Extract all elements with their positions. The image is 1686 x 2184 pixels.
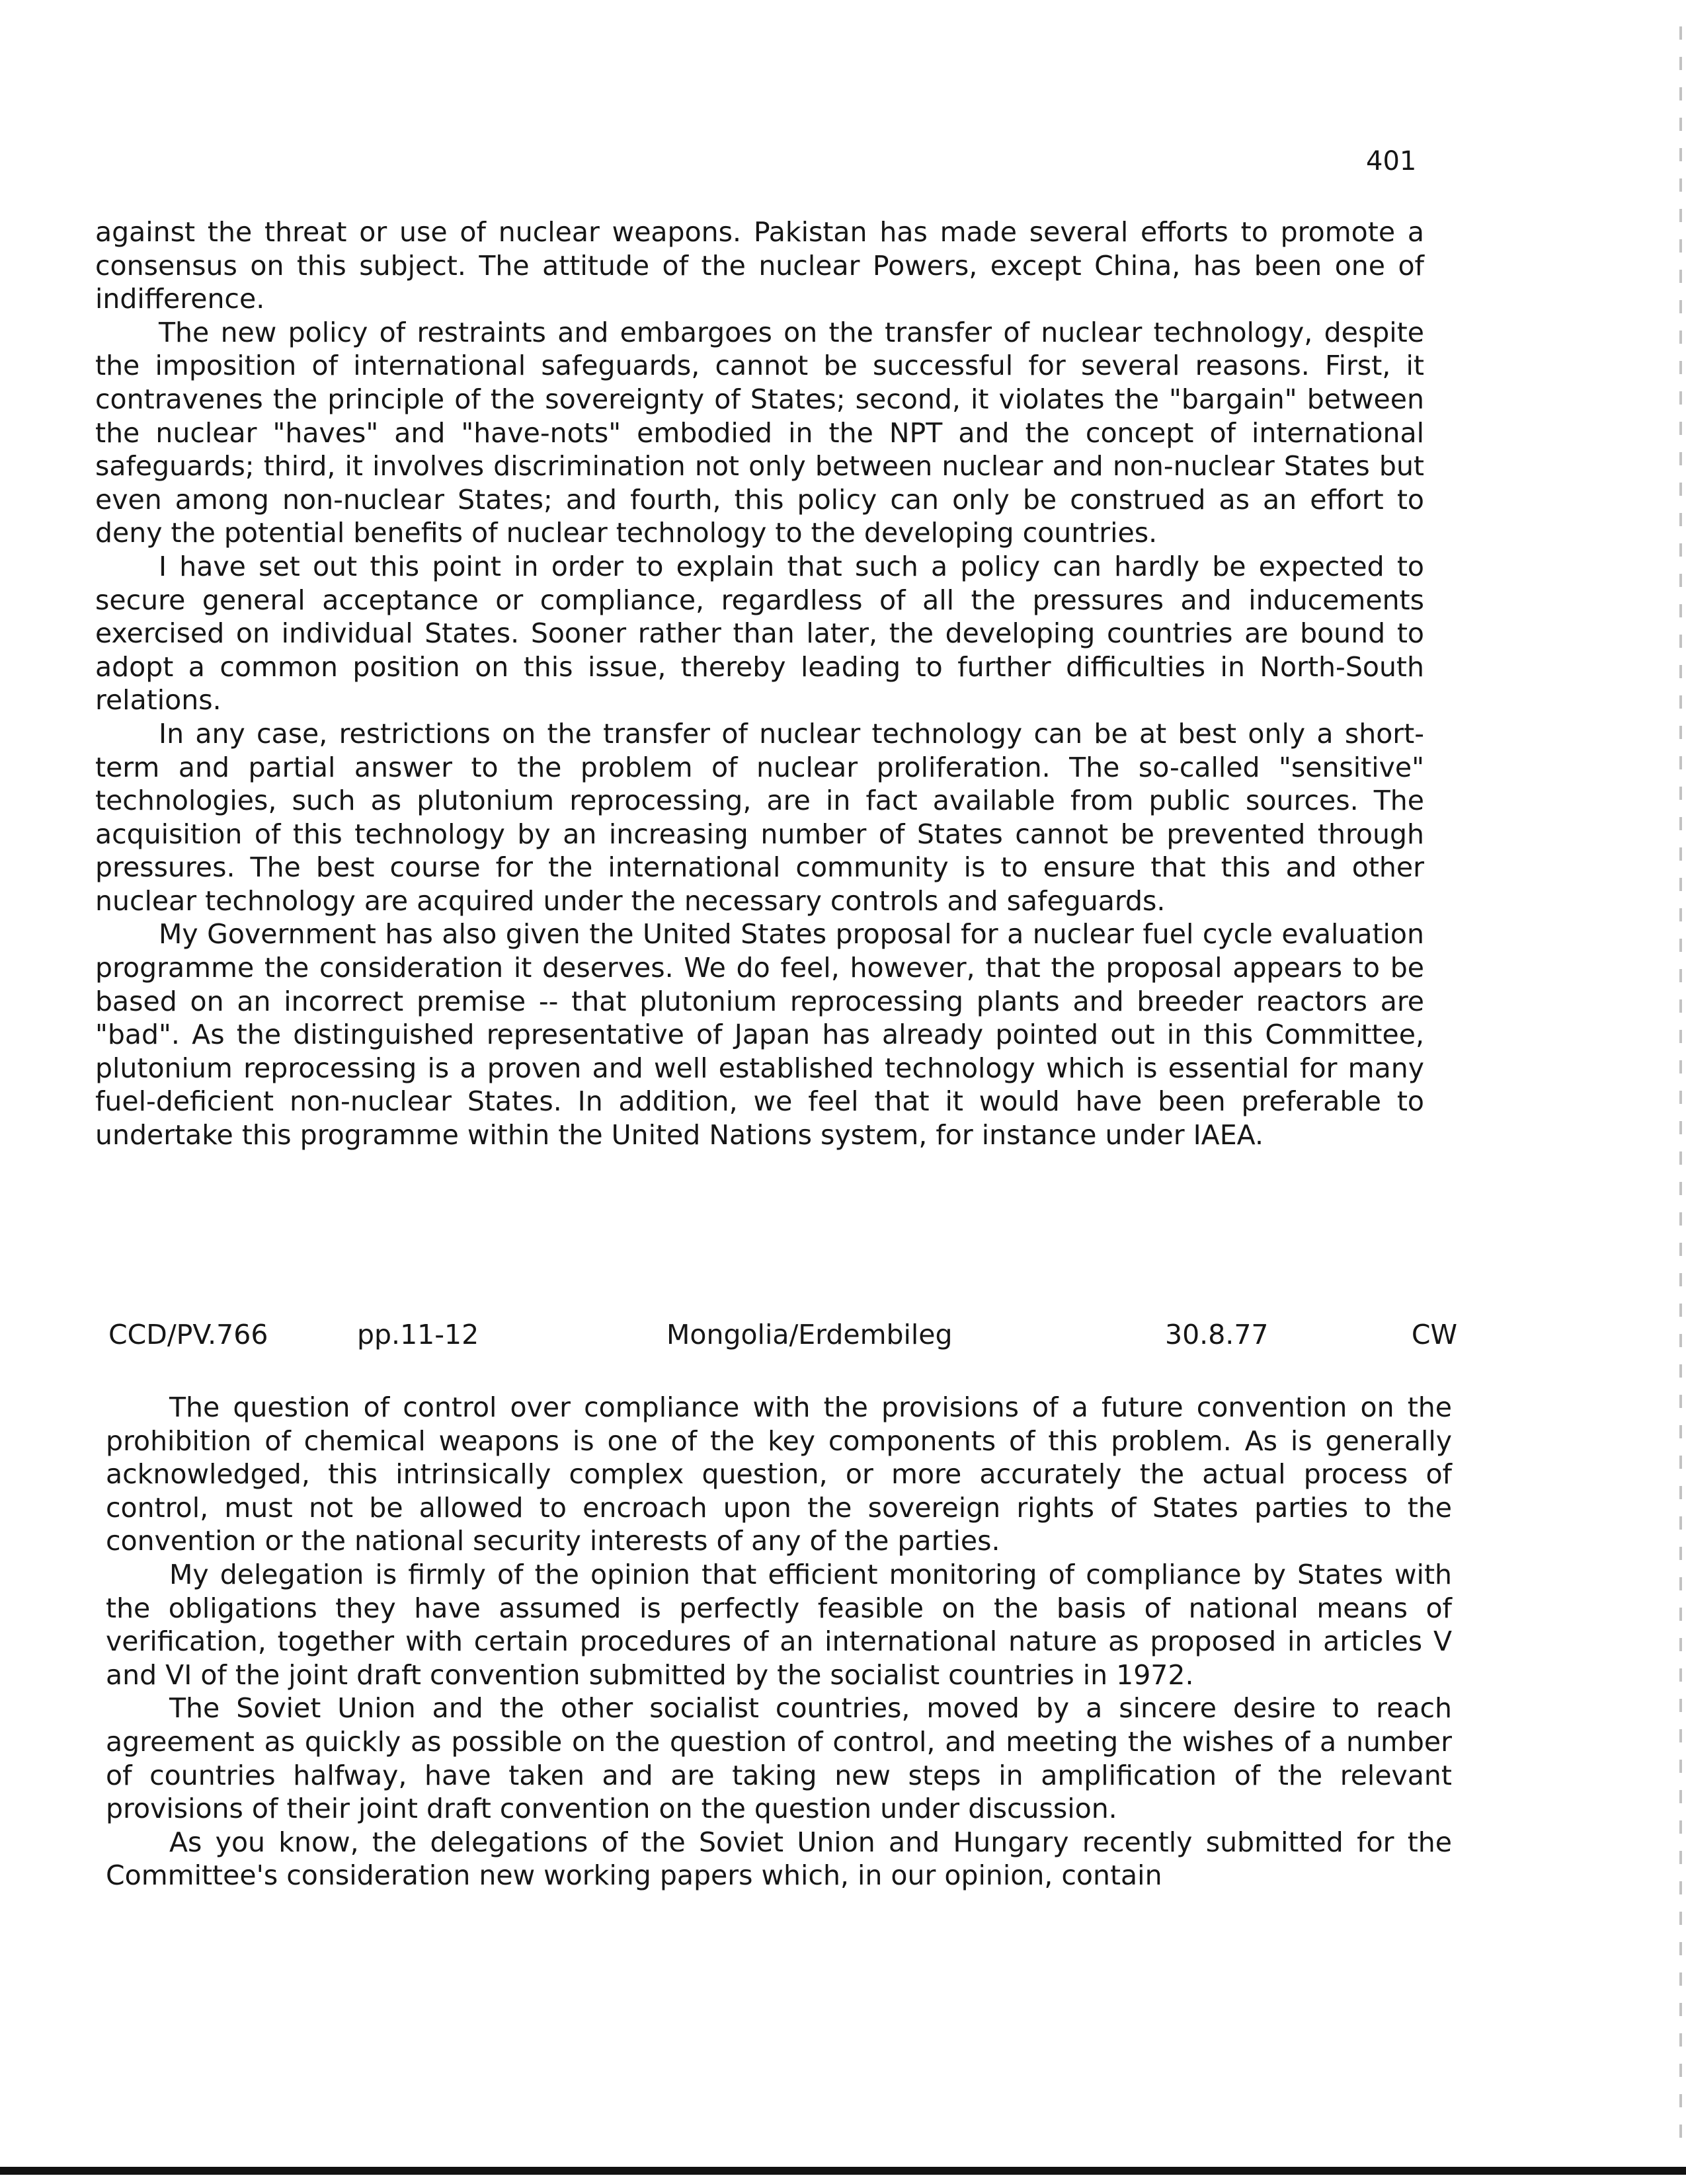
paragraph: As you know, the delegations of the Soviet Union and Hungary recently submitted for the Committee's consideration new working papers which, in our opinion, contain: [106, 1826, 1452, 1892]
paragraph: In any case, restrictions on the transfer of nuclear technology can be at best only a short-term and partial answer to the problem of nuclear proliferation. The so-called "sensitive" technologies, such as plutonium reprocessing, are in fact available from public sources. The acquisition of this technology by an increasing number of States cannot be prevented through pressures. The best course for the international community is to ensure that this and other nuclear technology are acquired under the necessary controls and safeguards.: [95, 717, 1424, 917]
page-number: 401: [1366, 146, 1417, 176]
scan-margin-marks: [1679, 26, 1682, 2142]
paragraph: My delegation is firmly of the opinion that efficient monitoring of compliance by States with the obligations they have assumed is perfectly feasible on the basis of national means of verification, together with certain procedures of an international nature as proposed in articles V and VI of the joint draft convention submitted by the socialist countries in 1972.: [106, 1558, 1452, 1691]
statement-mongolia: [106, 1391, 1452, 1892]
topic-code: CW: [1411, 1319, 1457, 1350]
date: 30.8.77: [1165, 1319, 1269, 1350]
paragraph: The new policy of restraints and embargoes on the transfer of nuclear technology, despite the imposition of international safeguards, cannot be successful for several reasons. First, it contravenes the principle of the sovereignty of States; second, it violates the "bargain" between the nuclear "haves" and "have-nots" embodied in the NPT and the concept of international safeguards; third, it involves discrimination not only between nuclear and non-nuclear States but even among non-nuclear States; and fourth, this policy can only be construed as an effort to deny the potential benefits of nuclear technology to the developing countries.: [95, 316, 1424, 549]
statement-pakistan: [95, 215, 1424, 1152]
reference-header: [108, 1317, 1457, 1352]
paragraph: I have set out this point in order to explain that such a policy can hardly be expected to secure general acceptance or compliance, regardless of all the pressures and inducements exercised on individual States. Sooner rather than later, the developing countries are bound to adopt a common position on this issue, thereby leading to further difficulties in North-South relations.: [95, 550, 1424, 717]
paragraph: The question of control over compliance with the provisions of a future convention on the prohibition of chemical weapons is one of the key components of this problem. As is generally acknowledged, this intrinsically complex question, or more accurately the actual process of control, must not be allowed to encroach upon the sovereign rights of States parties to the convention or the national security interests of any of the parties.: [106, 1391, 1452, 1557]
paragraph: My Government has also given the United States proposal for a nuclear fuel cycle evaluation programme the consideration it deserves. We do feel, however, that the proposal appears to be based on an incorrect premise -- that plutonium reprocessing plants and breeder reactors are "bad". As the distinguished representative of Japan has already pointed out in this Committee, plutonium reprocessing is a proven and well established technology which is essential for many fuel-deficient non-nuclear States. In addition, we feel that it would have been preferable to undertake this programme within the United Nations system, for instance under IAEA.: [95, 918, 1424, 1151]
paragraph: The Soviet Union and the other socialist countries, moved by a sincere desire to reach agreement as quickly as possible on the question of control, and meeting the wishes of a number of countries halfway, have taken and are taking new steps in amplification of the relevant provisions of their joint draft convention on the question under discussion.: [106, 1692, 1452, 1825]
scan-bottom-edge: [0, 2167, 1686, 2175]
document-code: CCD/PV.766: [108, 1319, 268, 1350]
speaker: Mongolia/Erdembileg: [666, 1319, 953, 1350]
page-range: pp.11-12: [357, 1319, 479, 1350]
paragraph: against the threat or use of nuclear weapons. Pakistan has made several efforts to promote a consensus on this subject. The attitude of the nuclear Powers, except China, has been one of indifference.: [95, 216, 1424, 315]
